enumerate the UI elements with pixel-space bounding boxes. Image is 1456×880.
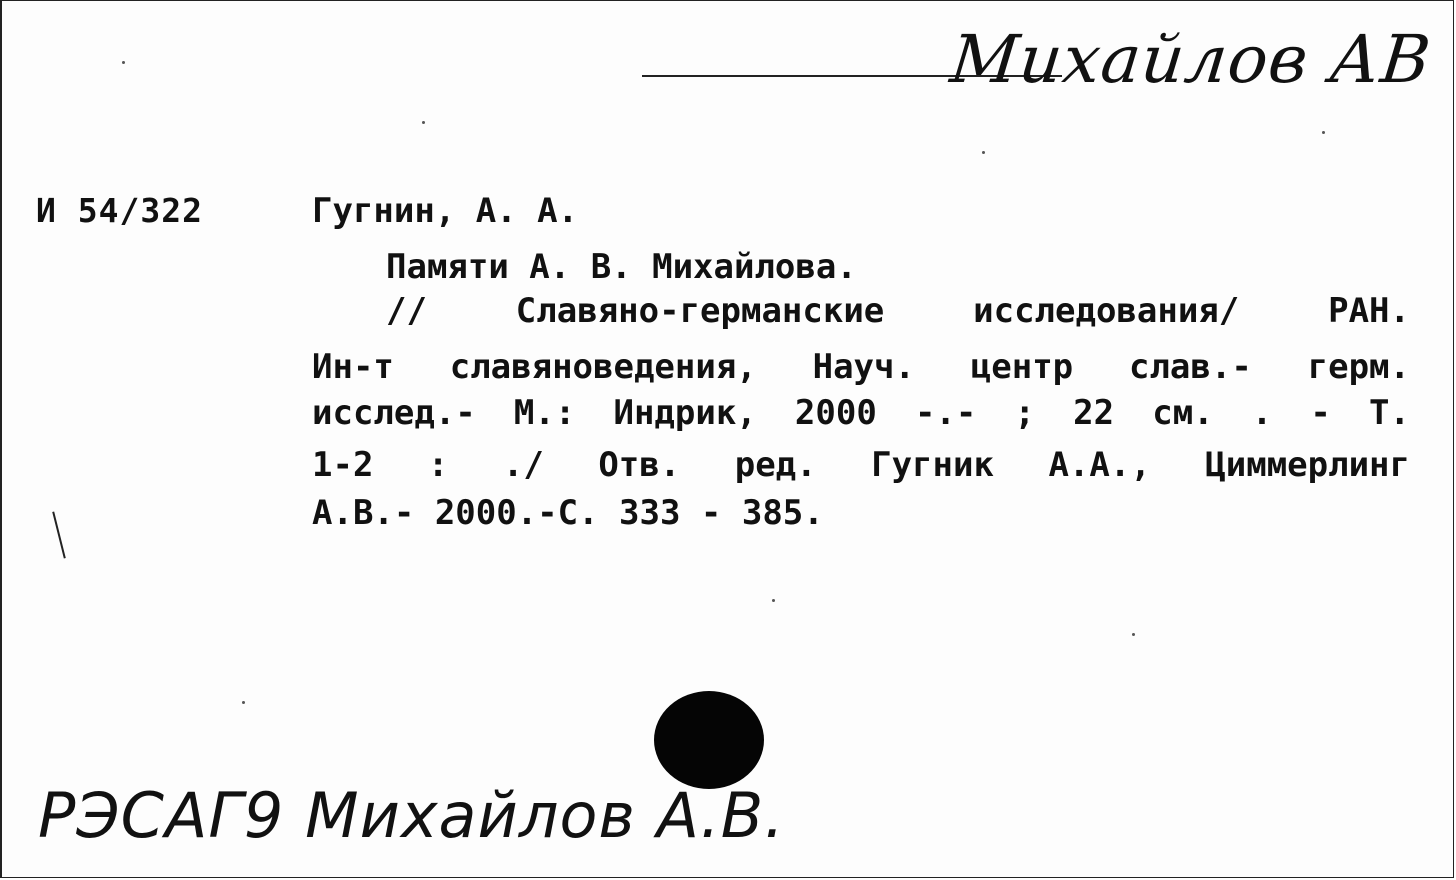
scan-speck [122,61,125,64]
scan-speck [1132,633,1135,636]
scan-speck [422,121,425,124]
author: Гугнин, А. А. [312,191,579,231]
pen-mark [52,511,66,558]
call-number: И 54/322 [36,191,203,230]
description-line-2: Ин-т славяноведения, Науч. центр слав.- герм. [312,347,1410,387]
description-line-5: А.В.- 2000.-С. 333 - 385. [312,493,824,533]
description-line-1: // Славяно-германские исследования/ РАН. [386,291,1410,331]
scan-speck [772,599,775,602]
scan-speck [242,701,245,704]
scan-speck [1322,131,1325,134]
description-line-4: 1-2 : ./ Отв. ред. Гугник А.А., Циммерлинг [312,445,1410,485]
description-line-3: исслед.- М.: Индрик, 2000 -.- ; 22 см. . - Т. [312,393,1410,433]
handwritten-heading: Михайлов АВ [947,21,1436,98]
scan-speck [982,151,985,154]
work-title: Памяти А. В. Михайлова. [386,247,857,287]
handwritten-footer: РЭСАГ9 Михайлов А.В. [38,779,786,852]
punch-hole [654,691,764,789]
